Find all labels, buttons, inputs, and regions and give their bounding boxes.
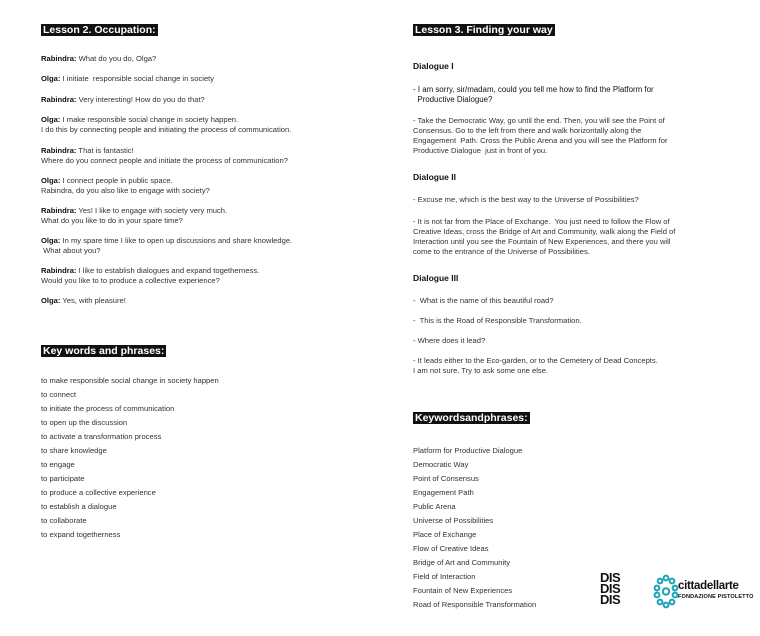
speaker-name: Olga: bbox=[41, 115, 61, 124]
text-line: - It is not far from the Place of Exchange. You just need to follow the Flow of bbox=[413, 217, 670, 226]
dialogue-turn bbox=[41, 74, 214, 84]
speaker-name: Rabindra: bbox=[41, 146, 77, 155]
keyword-item: to engage bbox=[41, 460, 75, 469]
dialogue-3-turn bbox=[413, 296, 554, 306]
keyword-item: to establish a dialogue bbox=[41, 502, 117, 511]
dialogue-text: Rabindra, do you also like to engage with society? bbox=[41, 186, 210, 195]
dialogue-3-title: Dialogue III bbox=[413, 273, 459, 283]
text-line: Creative Ideas, cross the Bridge of Art and Community, walk along the Field of bbox=[413, 227, 676, 236]
text-line: - Take the Democratic Way, go until the end. Then, you will see the Point of bbox=[413, 116, 665, 125]
dialogue-turn bbox=[41, 206, 227, 226]
text-line: come to the entrance of the Universe of Possibilities. bbox=[413, 247, 590, 256]
speaker-name: Olga: bbox=[41, 74, 61, 83]
text-line: - I am sorry, sir/madam, could you tell me how to find the Platform for bbox=[413, 85, 654, 94]
keyword-item: Bridge of Art and Community bbox=[413, 558, 511, 567]
dialogue-turn bbox=[41, 266, 259, 286]
dialogue-3-turn bbox=[413, 356, 658, 376]
text-line: - Where does it lead? bbox=[413, 336, 486, 345]
keyword-item: Field of Interaction bbox=[413, 572, 476, 581]
dialogue-1-question bbox=[413, 85, 654, 105]
lesson-3-title: Lesson 3. Finding your way bbox=[415, 24, 553, 36]
dialogue-text: I make responsible social change in society happen. bbox=[60, 115, 239, 124]
speaker-name: Olga: bbox=[41, 236, 61, 245]
dialogue-text: Yes, with pleasure! bbox=[60, 296, 126, 305]
text-line: - Excuse me, which is the best way to the Universe of Possibilities? bbox=[413, 195, 639, 204]
dialogue-1-answer bbox=[413, 116, 668, 156]
dis-logo-line: DIS bbox=[600, 581, 621, 596]
keyword-item: to initiate the process of communication bbox=[41, 404, 175, 413]
keyword-item: to activate a transformation process bbox=[41, 432, 162, 441]
lesson-2-title: Lesson 2. Occupation: bbox=[43, 24, 156, 36]
dialogue-text: That is fantastic! bbox=[76, 146, 134, 155]
speaker-name: Olga: bbox=[41, 176, 61, 185]
text-line: Productive Dialogue just in front of you. bbox=[413, 146, 548, 155]
dialogue-turn bbox=[41, 115, 291, 135]
cittadellarte-mark-icon bbox=[652, 574, 680, 610]
keyword-item: to share knowledge bbox=[41, 446, 107, 455]
text-line: - It leads either to the Eco-garden, or to the Cemetery of Dead Concepts. bbox=[413, 356, 658, 365]
text-line: Engagement Path. Cross the Public Arena and you will see the Platform for bbox=[413, 136, 668, 145]
dialogue-1-title: Dialogue I bbox=[413, 61, 454, 71]
keyword-item: Engagement Path bbox=[413, 488, 474, 497]
keyword-item: to open up the discussion bbox=[41, 418, 128, 427]
dialogue-text: Yes! I like to engage with society very much. bbox=[76, 206, 228, 215]
dialogue-text: What about you? bbox=[41, 246, 101, 255]
dialogue-text: I do this by connecting people and initiating the process of communication. bbox=[41, 125, 292, 134]
keyword-item: to produce a collective experience bbox=[41, 488, 156, 497]
speaker-name: Rabindra: bbox=[41, 95, 77, 104]
dialogue-text: I like to establish dialogues and expand togetherness. bbox=[76, 266, 260, 275]
keyword-item: Place of Exchange bbox=[413, 530, 477, 539]
keyword-item: Flow of Creative Ideas bbox=[413, 544, 489, 553]
speaker-name: Rabindra: bbox=[41, 54, 77, 63]
text-line: Consensus. Go to the left from there and walk horizontally along the bbox=[413, 126, 642, 135]
keyword-item: to make responsible social change in society happen bbox=[41, 376, 219, 385]
keyword-item: to expand togetherness bbox=[41, 530, 121, 539]
dialogue-turn bbox=[41, 54, 156, 64]
text-line: Interaction until you see the Fountain of New Experiences, and there you will bbox=[413, 237, 671, 246]
text-line: Productive Dialogue? bbox=[413, 95, 493, 104]
speaker-name: Rabindra: bbox=[41, 206, 77, 215]
cittadellarte-wordmark: cittadellarte bbox=[678, 580, 739, 592]
dialogue-3-turn bbox=[413, 316, 582, 326]
dialogue-text: In my spare time I like to open up discussions and share knowledge. bbox=[60, 236, 293, 245]
text-line: I am not sure. Try to ask some one else. bbox=[413, 366, 549, 375]
dialogue-text: Very interesting! How do you do that? bbox=[76, 95, 205, 104]
right-keywords-title: Keywordsandphrases: bbox=[415, 412, 528, 424]
dialogue-2-title: Dialogue II bbox=[413, 172, 456, 182]
keyword-item: Public Arena bbox=[413, 502, 456, 511]
dialogue-text: What do you like to do in your spare time? bbox=[41, 216, 183, 225]
dialogue-text: What do you do, Olga? bbox=[76, 54, 157, 63]
speaker-name: Rabindra: bbox=[41, 266, 77, 275]
text-line: - This is the Road of Responsible Transformation. bbox=[413, 316, 582, 325]
dialogue-turn bbox=[41, 296, 126, 306]
dis-logo bbox=[600, 572, 630, 605]
keyword-item: to connect bbox=[41, 390, 77, 399]
cittadellarte-logo bbox=[652, 574, 760, 614]
keyword-item: Point of Consensus bbox=[413, 474, 479, 483]
dialogue-turn bbox=[41, 236, 292, 256]
dialogue-turn bbox=[41, 95, 205, 105]
dialogue-text: I connect people in public space. bbox=[60, 176, 173, 185]
keyword-item: Road of Responsible Transformation bbox=[413, 600, 537, 609]
dialogue-turn bbox=[41, 176, 210, 196]
keyword-item: Fountain of New Experiences bbox=[413, 586, 513, 595]
cittadellarte-subtitle: FONDAZIONE PISTOLETTO bbox=[678, 594, 754, 600]
keyword-item: Democratic Way bbox=[413, 460, 469, 469]
dialogue-text: Where do you connect people and initiate the process of communication? bbox=[41, 156, 288, 165]
dialogue-turn bbox=[41, 146, 288, 166]
keyword-item: Platform for Productive Dialogue bbox=[413, 446, 523, 455]
dialogue-3-turn bbox=[413, 336, 485, 346]
dis-logo-line: DIS bbox=[600, 592, 621, 607]
dialogue-text: Would you like to to produce a collective experience? bbox=[41, 276, 220, 285]
keyword-item: to participate bbox=[41, 474, 85, 483]
keyword-item: Universe of Possibilities bbox=[413, 516, 494, 525]
dialogue-2-question bbox=[413, 195, 639, 205]
dis-logo-line: DIS bbox=[600, 570, 621, 585]
speaker-name: Olga: bbox=[41, 296, 61, 305]
keyword-item: to collaborate bbox=[41, 516, 87, 525]
text-line: - What is the name of this beautiful road? bbox=[413, 296, 554, 305]
dialogue-text: I initiate responsible social change in society bbox=[60, 74, 215, 83]
dialogue-2-answer bbox=[413, 217, 675, 257]
left-keywords-title: Key words and phrases: bbox=[43, 345, 165, 357]
